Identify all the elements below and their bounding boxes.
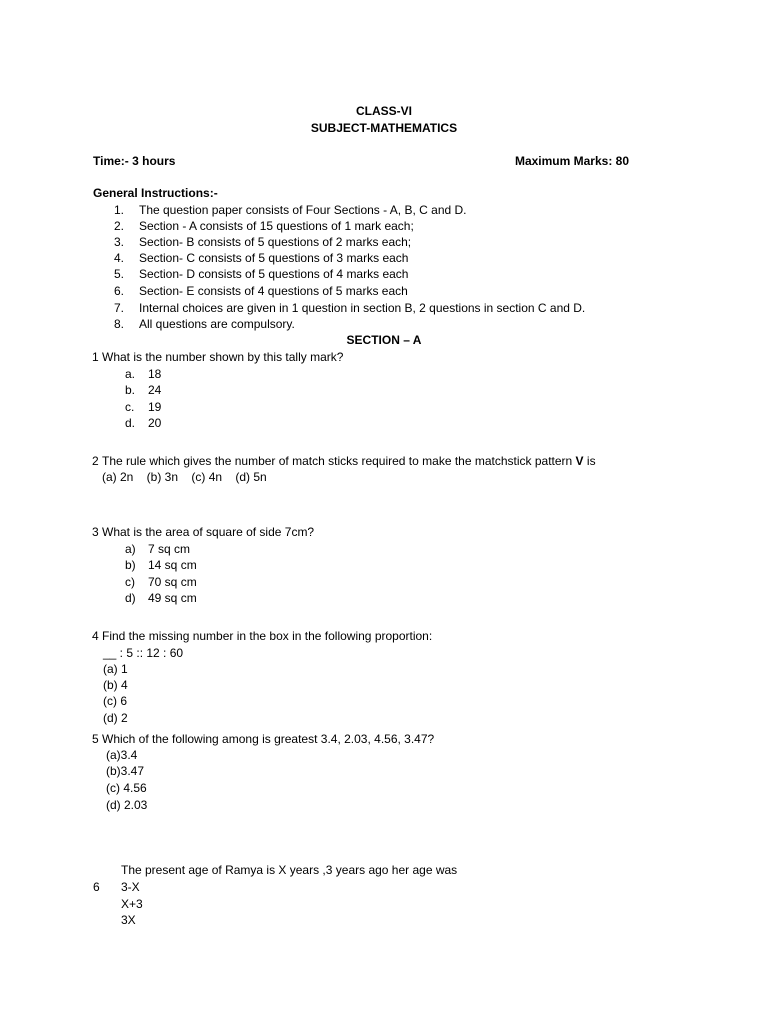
option-label: d. (125, 416, 136, 430)
option-text: 18 (148, 367, 162, 381)
time-label: Time:- 3 hours (93, 154, 176, 168)
question-text: What is the number shown by this tally mark? (102, 350, 344, 364)
question-number: 4 (92, 629, 99, 643)
option-text: 24 (148, 383, 162, 397)
section-a-heading: SECTION – A (346, 333, 422, 347)
question-number: 5 (92, 732, 99, 746)
proportion: __ : 5 :: 12 : 60 (103, 646, 184, 660)
option: 3-X (121, 880, 140, 894)
instruction-text: All questions are compulsory. (139, 317, 295, 331)
instruction-number: 6. (114, 284, 125, 298)
instruction-number: 7. (114, 301, 125, 315)
option-label: b. (125, 383, 136, 397)
class-heading: CLASS-VI (355, 104, 412, 118)
option-text: 14 sq cm (148, 558, 197, 572)
instruction-text: Section- B consists of 5 questions of 2 marks each; (139, 235, 412, 249)
max-marks-label: Maximum Marks: 80 (514, 154, 629, 168)
option: (d) 2 (103, 711, 128, 725)
instructions-title: General Instructions:- (93, 186, 218, 200)
option-label: d) (125, 591, 136, 605)
option-label: b) (125, 558, 136, 572)
instruction-number: 2. (114, 219, 125, 233)
option: (c) 6 (103, 694, 127, 708)
instruction-text: Section - A consists of 15 questions of 1 mark each; (139, 219, 414, 233)
question-text: Which of the following among is greatest 3.4, 2.03, 4.56, 3.47? (102, 732, 435, 746)
instruction-number: 1. (114, 203, 125, 217)
instruction-number: 8. (114, 317, 125, 331)
question-text: What is the area of square of side 7cm? (102, 525, 315, 539)
question-number: 1 (92, 350, 99, 364)
instruction-text: Section- C consists of 5 questions of 3 marks each (139, 251, 409, 265)
option-text: 70 sq cm (148, 575, 197, 589)
inline-options: (a) 2n (b) 3n (c) 4n (d) 5n (102, 470, 267, 484)
question-text: The present age of Ramya is X years ,3 years ago her age was (121, 863, 458, 877)
question-text: Find the missing number in the box in the following proportion: (102, 629, 433, 643)
option-label: c) (125, 575, 135, 589)
option: (b) 4 (103, 678, 128, 692)
option-text: 19 (148, 400, 162, 414)
option-text: 20 (148, 416, 162, 430)
question-number: 2 (92, 454, 99, 468)
option: (a) 1 (103, 662, 128, 676)
question-number: 3 (92, 525, 99, 539)
option: (c) 4.56 (106, 781, 147, 795)
option-label: a. (125, 367, 136, 381)
option: (a)3.4 (106, 748, 138, 762)
option-text: 49 sq cm (148, 591, 197, 605)
option: X+3 (121, 897, 143, 911)
option: (d) 2.03 (106, 798, 148, 812)
instruction-text: The question paper consists of Four Sections - A, B, C and D. (139, 203, 467, 217)
instruction-text: Section- D consists of 5 questions of 4 marks each (139, 267, 409, 281)
option: (b)3.47 (106, 764, 145, 778)
instruction-number: 3. (114, 235, 125, 249)
instruction-text: Internal choices are given in 1 question in section B, 2 questions in section C and D. (139, 301, 586, 315)
option-label: a) (125, 542, 136, 556)
question-text (102, 453, 596, 469)
option-text: 7 sq cm (148, 542, 191, 556)
instruction-number: 4. (114, 251, 125, 265)
option-label: c. (125, 400, 135, 414)
option: 3X (121, 913, 136, 927)
question-text-main: The rule which gives the number of match sticks required to make the matchstick pattern (102, 454, 576, 468)
instruction-text: Section- E consists of 4 questions of 5 marks each (139, 284, 408, 298)
question-number: 6 (93, 880, 100, 894)
pattern-letter: V (575, 454, 584, 468)
subject-heading: SUBJECT-MATHEMATICS (310, 121, 458, 135)
question-text-end: is (583, 454, 596, 468)
instruction-number: 5. (114, 267, 125, 281)
